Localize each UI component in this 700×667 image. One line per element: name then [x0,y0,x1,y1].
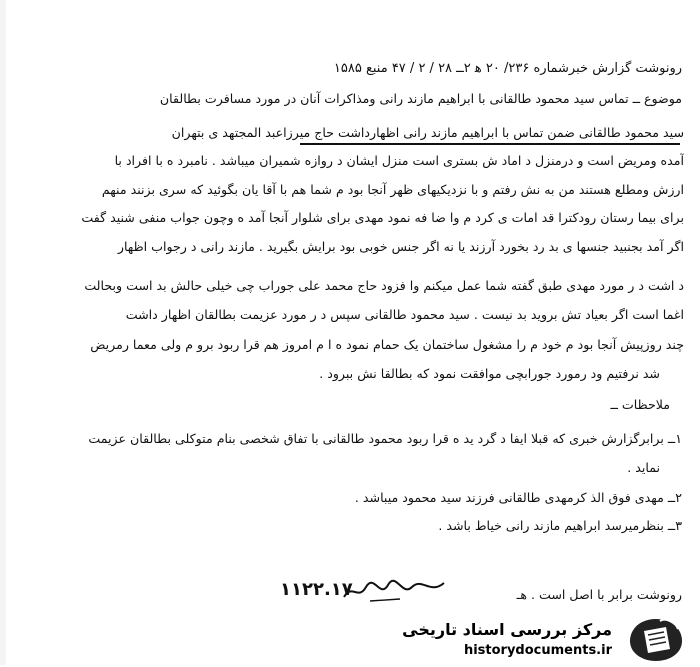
note-item-2 [14,489,682,507]
notes-heading: ملاحظات ــ [610,397,670,412]
scan-edge [0,0,6,665]
note-text: برابرگزارش خبری که قبلا ایفا د گرد ید ه قرا ربود محمود طالقانی با تفاق شخصی بنام متوکلی بطالقان عزیمت [88,431,664,446]
signature-scrawl [340,575,450,605]
archive-logo-icon [626,615,686,663]
underline-mark [300,143,680,145]
subject-line: موضوع ــ تماس سید محمود طالقانی با ابراهیم مازند رانی ومذاکرات آنان در مورد مسافرت بطالقان [159,91,682,106]
body-line-2: آمده ومریض است و درمنزل د اماد ش بستری است منزل ایشان د روازه شمیران میباشد . نامبرد ه با افراد با [114,153,684,168]
body-line-5: اگر آمد بجنبید جنسها ی بد رد بخورد آرزند یا نه اگر جنس خوبی بود برایش بگیرید . مازند رانی د رجواب اظهار [117,239,684,254]
body-line-8: چند روزپیش آنجا بود م خود م را مشغول ساختمان یک حمام نمود ه ا م امروز هم قرا ربود برو م ولی معما رمریض [90,337,684,352]
note-item-3 [14,517,682,535]
note-text: مهدی فوق الذ کرمهدی طالقانی فرزند سید محمود میباشد . [354,490,664,505]
body-line-1: سید محمود طالقانی ضمن تماس با ابراهیم مازند رانی اظهارداشت حاج میرزاعبد المجتهد ی بتهران [171,125,684,140]
body-line-3: ارزش ومطلع هستند من به نش رفتم و با نزدیکیهای ظهر آنجا بود م شما هم با آقا یان بگوئید که سری بزنند منهم [101,182,684,197]
signature-text: ۱۱۲۲.۱۷ [280,579,353,600]
note-item-1 [14,430,682,448]
note-item-1-continued: نماید . [627,460,660,475]
report-header-line: رونوشت گزارش خبرشماره ۲۳۶/ ۲۰ ه‍ ۲ــ ۲۸ / ۲ / ۴۷ منبع ۱۵۸۵ [333,61,682,76]
certified-copy-line: رونوشت برابر با اصل است . هـ [516,587,682,602]
stamp-url: historydocuments.ir [463,643,612,658]
signature [280,575,450,605]
note-number: ۳ــ [667,518,682,533]
body-line-9: شد نرفتیم ود رمورد جورابچی موافقت نمود که بطالقا نش ببرود . [319,366,660,381]
body-line-4: برای بیما رستان رودکترا قد امات ی کرد م وا ضا فه نمود مهدی برای شلوار آنجا آمد ه وچون جواب منفی شنید گفت [81,210,684,225]
note-number: ۲ــ [667,490,682,505]
note-text: بنظرمیرسد ابراهیم مازند رانی خیاط باشد . [438,518,664,533]
note-number: ۱ــ [667,431,682,446]
body-line-7: اغما است اگر بعیاد تش بروید بد نیست . سید محمود طالقانی سپس د ر مورد عزیمت بطالقان اظهار داشت [125,307,684,322]
body-line-6: د اشت د ر مورد مهدی طبق گفته شما عمل میکنم وا فزود حاج محمد علی جوراب چی خیلی حالش بد است وبحالت [84,278,684,293]
stamp-title: مرکز بررسی اسناد تاریخی [402,620,612,639]
